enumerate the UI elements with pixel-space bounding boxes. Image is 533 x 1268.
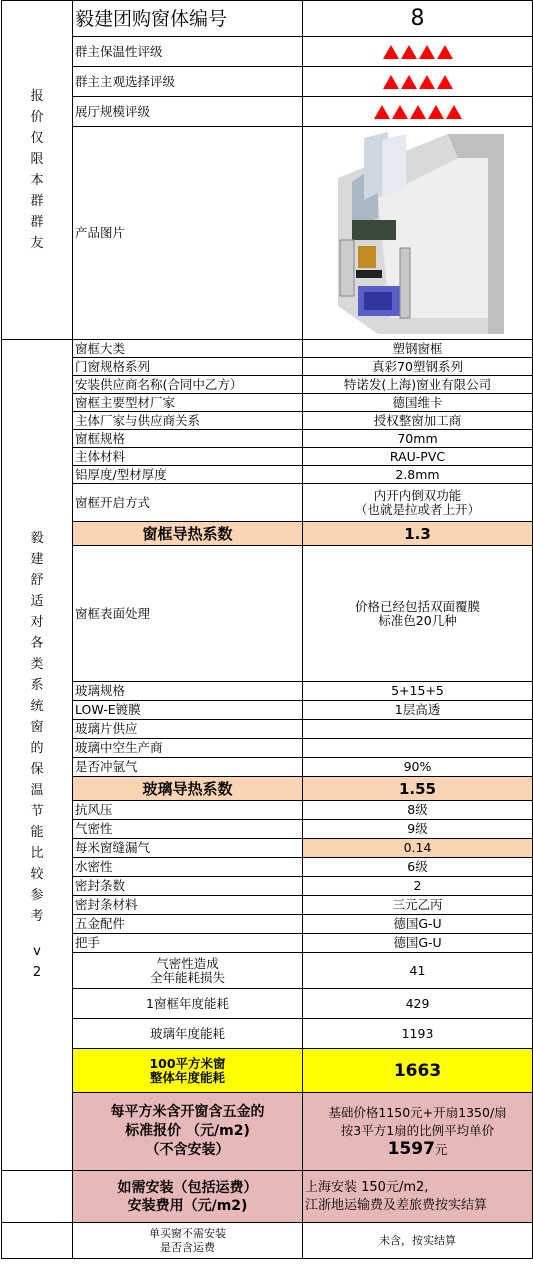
star-icon	[419, 45, 435, 59]
opening-label: 窗框开启方式	[73, 484, 303, 522]
frame-energy-value: 429	[303, 989, 533, 1019]
spec-value: 2.8mm	[303, 466, 533, 484]
perf-label: 水密性	[73, 858, 303, 877]
side-note-bottom	[2, 340, 73, 1171]
side-char: 窗	[30, 719, 44, 735]
side-char: 报	[30, 89, 44, 104]
airtight-loss-value: 41	[303, 953, 533, 989]
glass-energy-label: 玻璃年度能耗	[73, 1019, 303, 1049]
opening-value: 内开内倒双功能 （也就是拉或者上开）	[303, 484, 533, 522]
star-icon	[410, 105, 426, 119]
side-char: 对	[30, 614, 44, 630]
side-char: 群	[30, 215, 44, 230]
side-char: 节	[30, 803, 44, 819]
star-icon	[383, 45, 399, 59]
frame-k-label: 窗框导热系数	[73, 522, 303, 546]
window-spec-table	[1, 0, 533, 1171]
single-label: 单买窗不需安装 是否含运费	[73, 1223, 303, 1259]
price-value: 基础价格1150元+开扇1350/扇 按3平方1扇的比例平均单价 1597元	[303, 1093, 533, 1171]
spec-label: 门窗规格系列	[73, 358, 303, 376]
glass-value	[303, 720, 533, 739]
perf-label: 气密性	[73, 820, 303, 839]
side-char: 限	[30, 152, 44, 167]
install-table	[1, 1170, 533, 1259]
side-char: 友	[30, 236, 44, 251]
side-char: 类	[30, 656, 44, 672]
side-char: 仅	[30, 131, 44, 146]
side-note-top	[2, 1, 73, 340]
star-icon	[383, 75, 399, 89]
spec-label: 主体材料	[73, 448, 303, 466]
install-label: 如需安装（包括运费） 安装费用（元/m2)	[73, 1171, 303, 1223]
airtight-loss-label: 气密性造成 全年能耗损失	[73, 953, 303, 989]
spec-label: 铝厚度/型材厚度	[73, 466, 303, 484]
glass-label: LOW-E镀膜	[73, 701, 303, 720]
side-char: 能	[30, 824, 44, 840]
glass-label: 玻璃规格	[73, 682, 303, 701]
rating-label: 群主保温性评级	[73, 37, 303, 67]
rating-stars	[303, 37, 533, 67]
side-char: 温	[30, 782, 44, 798]
glass-energy-value: 1193	[303, 1019, 533, 1049]
perf-label: 密封条数	[73, 877, 303, 896]
perf-value: 6级	[303, 858, 533, 877]
glass-k-value: 1.55	[303, 777, 533, 801]
side-char: 系	[30, 677, 44, 693]
glass-value: 90%	[303, 758, 533, 777]
star-icon	[374, 105, 390, 119]
perf-label: 抗风压	[73, 801, 303, 820]
star-icon	[437, 45, 453, 59]
star-icon	[401, 75, 417, 89]
frame-k-value: 1.3	[303, 522, 533, 546]
rating-label: 群主主观选择评级	[73, 67, 303, 97]
perf-value: 德国G-U	[303, 934, 533, 953]
side-char: 舒	[30, 572, 44, 588]
header-title: 毅建团购窗体编号	[73, 1, 303, 37]
perf-label: 五金配件	[73, 915, 303, 934]
glass-value: 1层高透	[303, 701, 533, 720]
total-energy-value: 1663	[303, 1049, 533, 1093]
spec-value: 真彩70塑钢系列	[303, 358, 533, 376]
star-icon	[419, 75, 435, 89]
spec-label: 窗框规格	[73, 430, 303, 448]
perf-label: 密封条材料	[73, 896, 303, 915]
glass-k-label: 玻璃导热系数	[73, 777, 303, 801]
surface-value: 价格已经包括双面覆膜 标准色20几种	[303, 546, 533, 682]
perf-value: 8级	[303, 801, 533, 820]
perf-label: 把手	[73, 934, 303, 953]
spec-value: 德国维卡	[303, 394, 533, 412]
perf-value: 2	[303, 877, 533, 896]
side-char: 保	[30, 761, 44, 777]
side-char: 本	[30, 173, 44, 188]
perf-value: 三元乙丙	[303, 896, 533, 915]
spec-value: RAU-PVC	[303, 448, 533, 466]
total-energy-label: 100平方米窗 整体年度能耗	[73, 1049, 303, 1093]
glass-label: 玻璃中空生产商	[73, 739, 303, 758]
glass-value: 5+15+5	[303, 682, 533, 701]
side-char: 比	[30, 845, 44, 861]
side-char: 价	[30, 110, 44, 125]
spec-label: 窗框主要型材厂家	[73, 394, 303, 412]
star-icon	[392, 105, 408, 119]
side-char: 建	[30, 551, 44, 567]
product-image-label: 产品图片	[73, 127, 303, 340]
side-char: 统	[30, 698, 44, 714]
side-char: 参	[30, 887, 44, 903]
side-char: 考	[30, 908, 44, 924]
spec-label: 窗框大类	[73, 340, 303, 358]
glass-label: 是否冲氩气	[73, 758, 303, 777]
product-image	[303, 127, 533, 340]
price-label: 每平方米含开窗含五金的 标准报价 （元/m2) （不含安装）	[73, 1093, 303, 1171]
spec-label: 主体厂家与供应商关系	[73, 412, 303, 430]
version-char: v	[33, 943, 41, 959]
side-char: 各	[30, 635, 44, 651]
perf-label: 每米窗缝漏气	[73, 839, 303, 858]
spec-value: 70mm	[303, 430, 533, 448]
side-char: 适	[30, 593, 44, 609]
rating-stars	[303, 97, 533, 127]
star-icon	[446, 105, 462, 119]
star-icon	[437, 75, 453, 89]
side-char: 的	[30, 740, 44, 756]
perf-value: 0.14	[303, 839, 533, 858]
side-char: 群	[30, 194, 44, 209]
spec-value: 塑钢窗框	[303, 340, 533, 358]
star-icon	[428, 105, 444, 119]
single-value: 未含，按实结算	[303, 1223, 533, 1259]
side-char: 较	[30, 866, 44, 882]
spec-value: 特诺发(上海)窗业有限公司	[303, 376, 533, 394]
perf-value: 9级	[303, 820, 533, 839]
glass-value	[303, 739, 533, 758]
header-number: 8	[303, 1, 533, 37]
rating-stars	[303, 67, 533, 97]
side-char: 毅	[30, 530, 44, 546]
frame-energy-label: 1窗框年度能耗	[73, 989, 303, 1019]
star-icon	[401, 45, 417, 59]
spec-value: 授权整窗加工商	[303, 412, 533, 430]
rating-label: 展厅规模评级	[73, 97, 303, 127]
perf-value: 德国G-U	[303, 915, 533, 934]
install-value: 上海安装 150元/m2, 江浙地运输费及差旅费按实结算	[303, 1171, 533, 1223]
glass-label: 玻璃片供应	[73, 720, 303, 739]
version-char: 2	[32, 964, 42, 980]
surface-label: 窗框表面处理	[73, 546, 303, 682]
spec-label: 安装供应商名称(合同中乙方）	[73, 376, 303, 394]
window-profile-icon	[318, 128, 518, 336]
